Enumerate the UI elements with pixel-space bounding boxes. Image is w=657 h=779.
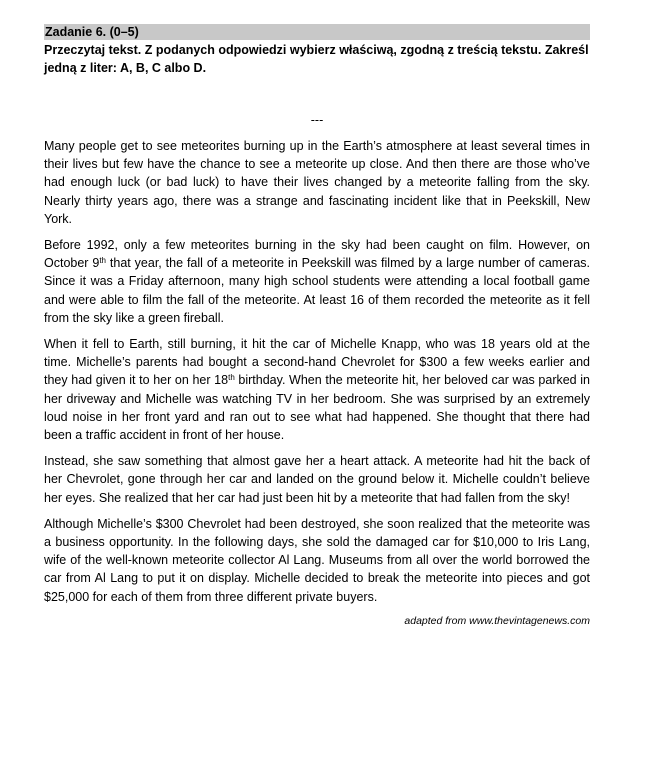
task-header: Zadanie 6. (0–5) bbox=[44, 24, 590, 40]
paragraph-3-start: When it fell to Earth, still burning, it hit the car of Michelle Knapp, who was 18 years old at the time. Michelle’s parents had bought a second-hand Chevrolet for $300 a few weeks earlier and they had given it to her on her 18 bbox=[44, 337, 590, 388]
paragraph-3-rest: birthday. When the meteorite hit, her beloved car was parked in her driveway and Michelle was watching TV in her bedroom. She was surprised by an extremely loud noise in her front yard and ran out to see what had happened. She thought that there had been a traffic accident in front of her house. bbox=[44, 373, 590, 443]
ordinal-suffix: th bbox=[228, 373, 235, 383]
task-instruction: Przeczytaj tekst. Z podanych odpowiedzi wybierz właściwą, zgodną z treścią tekstu. Zakreśl jedną z liter: A, B, C albo D. bbox=[44, 43, 589, 75]
paragraph-2-rest: that year, the fall of a meteorite in Peekskill was filmed by a large number of cameras. Since it was a Friday afternoon, many high school students were attending a local football game and were able to film the fall of the meteorite. At least 16 of them recorded the meteorite as it fell from the sky like a green fireball. bbox=[44, 256, 590, 325]
paragraph-2 bbox=[44, 236, 590, 327]
paragraph-4: Instead, she saw something that almost gave her a heart attack. A meteorite had hit the back of her Chevrolet, gone through her car and landed on the ground below it. Michelle couldn’t believe her eyes. She realized that her car had just been hit by a meteorite that had fallen from the sky! bbox=[44, 454, 590, 505]
exam-page bbox=[44, 24, 590, 628]
section-separator: --- bbox=[310, 113, 324, 127]
reading-text bbox=[44, 137, 590, 606]
paragraph-3 bbox=[44, 335, 590, 444]
source-credit: adapted from www.thevintagenews.com bbox=[404, 614, 590, 627]
paragraph-2-start: Before 1992, only a few meteorites burning in the sky had been caught on film. However, on October 9 bbox=[44, 238, 590, 271]
ordinal-suffix: th bbox=[99, 256, 106, 266]
paragraph-5: Although Michelle’s $300 Chevrolet had been destroyed, she soon realized that the meteorite was a business opportunity. In the following days, she sold the damaged car for $10,000 to Iris Lang, wife of the well-known meteorite collector Al Lang. Museums from all over the world borrowed the car from Al Lang to put it on display. Michelle decided to break the meteorite into pieces and got $25,000 for each of them from three different private buyers. bbox=[44, 516, 590, 604]
paragraph-1: Many people get to see meteorites burning up in the Earth’s atmosphere at least several times in their lives but few have the chance to see a meteorite up close. And then there are those who’ve had enough luck (or bad luck) to have their lives changed by a meteorite falling from the sky. Nearly thirty years ago, there was a strange and fascinating incident like that in Peekskill, New York. bbox=[44, 139, 590, 226]
